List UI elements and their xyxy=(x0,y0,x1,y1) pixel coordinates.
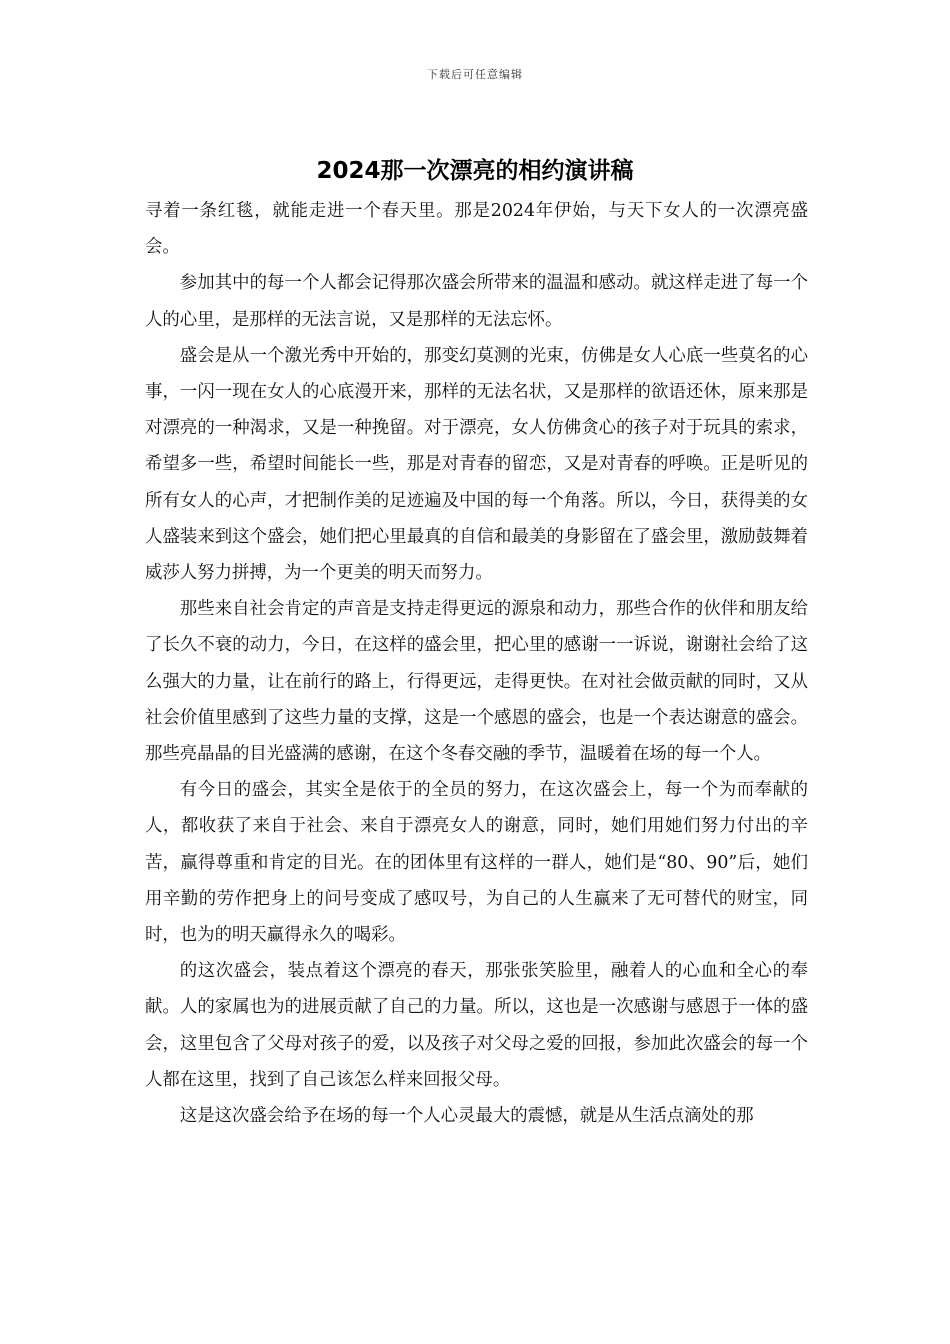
paragraph-3: 盛会是从一个激光秀中开始的，那变幻莫测的光束，仿佛是女人心底一些莫名的心事，一闪一现在女人的心底漫开来，那样的无法名状，又是那样的欲语还休，原来那是对漂亮的一种渴求，又是一种挽留。对于漂亮，女人仿佛贪心的孩子对于玩具的索求，希望多一些，希望时间能长一些，那是对青春的留恋，又是对青春的呼唤。正是听见的所有女人的心声，才把制作美的足迹遍及中国的每一个角落。所以，今日，获得美的女人盛装来到这个盛会，她们把心里最真的自信和最美的身影留在了盛会里，激励鼓舞着威莎人努力拼搏，为一个更美的明天而努力。 xyxy=(145,345,808,584)
paragraph-6: 的这次盛会，装点着这个漂亮的春天，那张张笑脸里，融着人的心血和全心的奉献。人的家属也为的进展贡献了自己的力量。所以，这也是一次感谢与感恩于一体的盛会，这里包含了父母对孩子的爱，以及孩子对父母之爱的回报，参加此次盛会的每一个人都在这里，找到了自己该怎么样来回报父母。 xyxy=(145,961,808,1090)
header-note: 下载后可任意编辑 xyxy=(427,68,523,81)
document-title: 2024那一次漂亮的相约演讲稿 xyxy=(316,158,634,184)
document-body xyxy=(145,193,808,1134)
paragraph-2: 参加其中的每一个人都会记得那次盛会所带来的温温和感动。就这样走进了每一个人的心里，是那样的无法言说，又是那样的无法忘怀。 xyxy=(145,273,808,330)
paragraph-5: 有今日的盛会，其实全是依于的全员的努力，在这次盛会上，每一个为而奉献的人，都收获了来自于社会、来自于漂亮女人的谢意，同时，她们用她们努力付出的辛苦，赢得尊重和肯定的目光。在的团体里有这样的一群人，她们是“80、90”后，她们用辛勤的劳作把身上的问号变成了感叹号，为自己的人生赢来了无可替代的财宝，同时，也为的明天赢得永久的喝彩。 xyxy=(145,780,808,946)
paragraph-1: 寻着一条红毯，就能走进一个春天里。那是2024年伊始，与天下女人的一次漂亮盛会。 xyxy=(145,201,808,258)
paragraph-4: 那些来自社会肯定的声音是支持走得更远的源泉和动力，那些合作的伙伴和朋友给了长久不衰的动力，今日，在这样的盛会里，把心里的感谢一一诉说，谢谢社会给了这么强大的力量，让在前行的路上，行得更远，走得更快。在对社会做贡献的同时，又从社会价值里感到了这些力量的支撑，这是一个感恩的盛会，也是一个表达谢意的盛会。那些亮晶晶的目光盛满的感谢，在这个冬春交融的季节，温暖着在场的每一个人。 xyxy=(145,599,808,765)
paragraph-7: 这是这次盛会给予在场的每一个人心灵最大的震憾，就是从生活点滴处的那 xyxy=(179,1106,754,1127)
